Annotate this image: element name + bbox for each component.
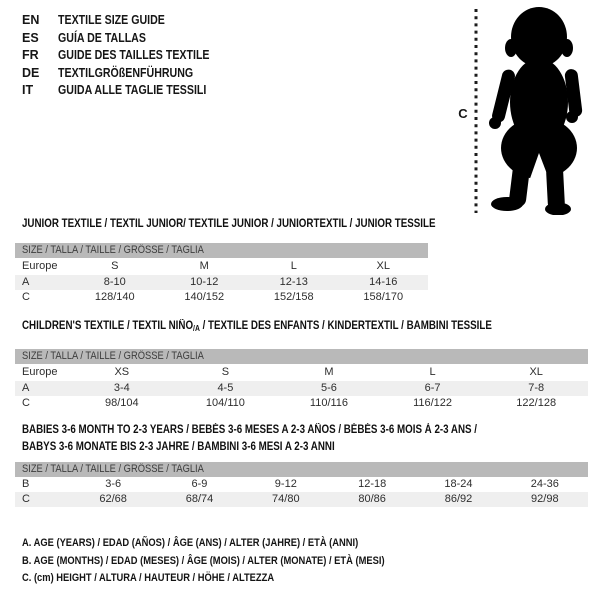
children-table-title [22,318,575,337]
table-row-age-months [15,477,588,492]
size-header-label: SIZE / TALLA / TAILLE / GRÖSSE / TAGLIA [22,244,204,256]
babies-size-table [15,462,588,507]
size-cell: XL [376,260,390,272]
size-cell: 8-10 [103,276,126,288]
size-cell: 104/110 [205,397,245,409]
table-row-region [15,364,588,381]
size-cell: 7-8 [528,382,545,394]
size-cell: 5-6 [321,382,337,394]
size-cell: 12-13 [279,276,308,288]
size-cell: 9-12 [274,478,297,490]
language-label: GUÍA DE TALLAS [58,30,146,45]
size-cell: 116/122 [413,397,453,409]
size-cell: 68/74 [185,493,214,505]
size-cell: 80/86 [358,493,386,505]
size-cell: 6-7 [424,382,441,394]
size-header-band [15,462,588,477]
size-cell: 74/80 [272,493,300,505]
junior-table-title [22,216,508,233]
size-cell: S [221,366,230,378]
size-cell: 4-5 [217,382,234,394]
table-row-height [15,290,428,305]
size-cell: 122/128 [516,397,557,409]
babies-table-title [22,422,557,456]
size-cell: 12-18 [358,478,387,490]
size-cell: 140/152 [184,291,225,303]
language-label: GUIDE DES TAILLES TEXTILE [58,48,210,62]
size-cell: 24-36 [530,478,559,490]
size-cell: 152/158 [273,291,314,303]
language-row-it [22,82,236,100]
children-table-title-text [22,318,492,337]
language-code: FR [22,48,39,62]
size-cell: L [429,366,436,378]
footnote-b-text: B. AGE (MONTHS) / EDAD (MESES) / ÂGE (MOIS) / ALTER (MONATE) / ETÀ (MESI) [22,554,385,567]
row-label: C [22,291,30,303]
language-label: TEXTILE SIZE GUIDE [58,13,165,27]
table-row-height [15,396,588,411]
title-part: / TEXTILE DES ENFANTS / KINDERTEXTIL / BAMBINI TESSILE [199,320,492,332]
size-cell: M [324,366,334,378]
language-label: GUIDA ALLE TAGLIE TESSILI [58,83,207,97]
height-measure-label: C [458,106,468,121]
size-cell: 158/170 [363,291,404,303]
size-cell: XS [114,366,130,378]
footnote-a [22,535,449,553]
size-cell: 62/68 [99,493,127,505]
size-cell: L [290,260,297,272]
size-cell: XL [529,366,543,378]
baby-figure [455,5,595,215]
size-cell: 14-16 [369,276,398,288]
size-header-band [15,243,428,258]
footnote-a-text: A. AGE (YEARS) / EDAD (AÑOS) / ÂGE (ANS) / ALTER (JAHRE) / ETÀ (ANNI) [22,537,359,549]
table-row-age [15,381,588,396]
row-label: A [22,276,30,288]
babies-table-title-line2: BABYS 3-6 MONATE BIS 2-3 JAHRE / BAMBINI 3-6 MESI A 2-3 ANNI [22,441,335,453]
size-cell: S [111,260,119,272]
size-header-label: SIZE / TALLA / TAILLE / GRÖSSE / TAGLIA [22,350,204,362]
row-label: C [22,493,30,505]
language-code: IT [22,83,34,97]
size-cell: 18-24 [444,478,473,490]
row-label: A [22,382,30,394]
language-label: TEXTILGRÖßENFÜHRUNG [58,65,194,80]
size-cell: 3-4 [113,382,130,394]
size-cell: 128/140 [94,291,135,303]
size-cell: 86/92 [444,493,473,505]
footnote-c [22,570,449,588]
row-label: Europe [22,260,58,272]
table-row-age [15,275,428,290]
size-cell: 98/104 [104,397,139,409]
language-code: ES [22,30,39,45]
baby-toddler-silhouette-icon [455,5,595,215]
language-code: EN [22,13,40,27]
babies-table-title-line1: BABIES 3-6 MONTH TO 2-3 YEARS / BEBÉS 3-6 MESES A 2-3 AÑOS / BÉBÉS 3-6 MOIS À 2-3 ANS / [22,424,478,436]
children-size-table [15,349,588,411]
junior-table-title-text: JUNIOR TEXTILE / TEXTIL JUNIOR/ TEXTILE JUNIOR / JUNIORTEXTIL / JUNIOR TESSILE [22,218,436,230]
table-row-region [15,258,428,275]
language-row-en [22,12,236,30]
language-list [22,12,236,100]
size-cell: 92/98 [531,493,559,505]
size-header-label: SIZE / TALLA / TAILLE / GRÖSSE / TAGLIA [22,463,204,475]
language-row-es [22,30,236,48]
table-row-height [15,492,588,507]
row-label: C [22,397,30,409]
language-row-de [22,65,236,83]
language-code: DE [22,65,40,80]
junior-size-table [15,243,428,305]
footnotes [22,535,449,588]
size-cell: 6-9 [191,478,208,490]
language-row-fr [22,47,236,65]
size-cell: 3-6 [105,478,122,490]
title-part: CHILDREN'S TEXTILE / TEXTIL NIÑO [22,320,194,332]
size-cell: 110/116 [309,397,349,409]
footnote-c-text: C. (cm) HEIGHT / ALTURA / HAUTEUR / HÖHE / ALTEZZA [22,572,275,584]
size-cell: M [199,260,209,272]
footnote-b [22,553,449,571]
size-header-band [15,349,588,364]
title-subscript: /A [193,324,200,333]
row-label: Europe [22,366,58,378]
row-label: B [22,478,30,490]
size-cell: 10-12 [190,276,219,288]
